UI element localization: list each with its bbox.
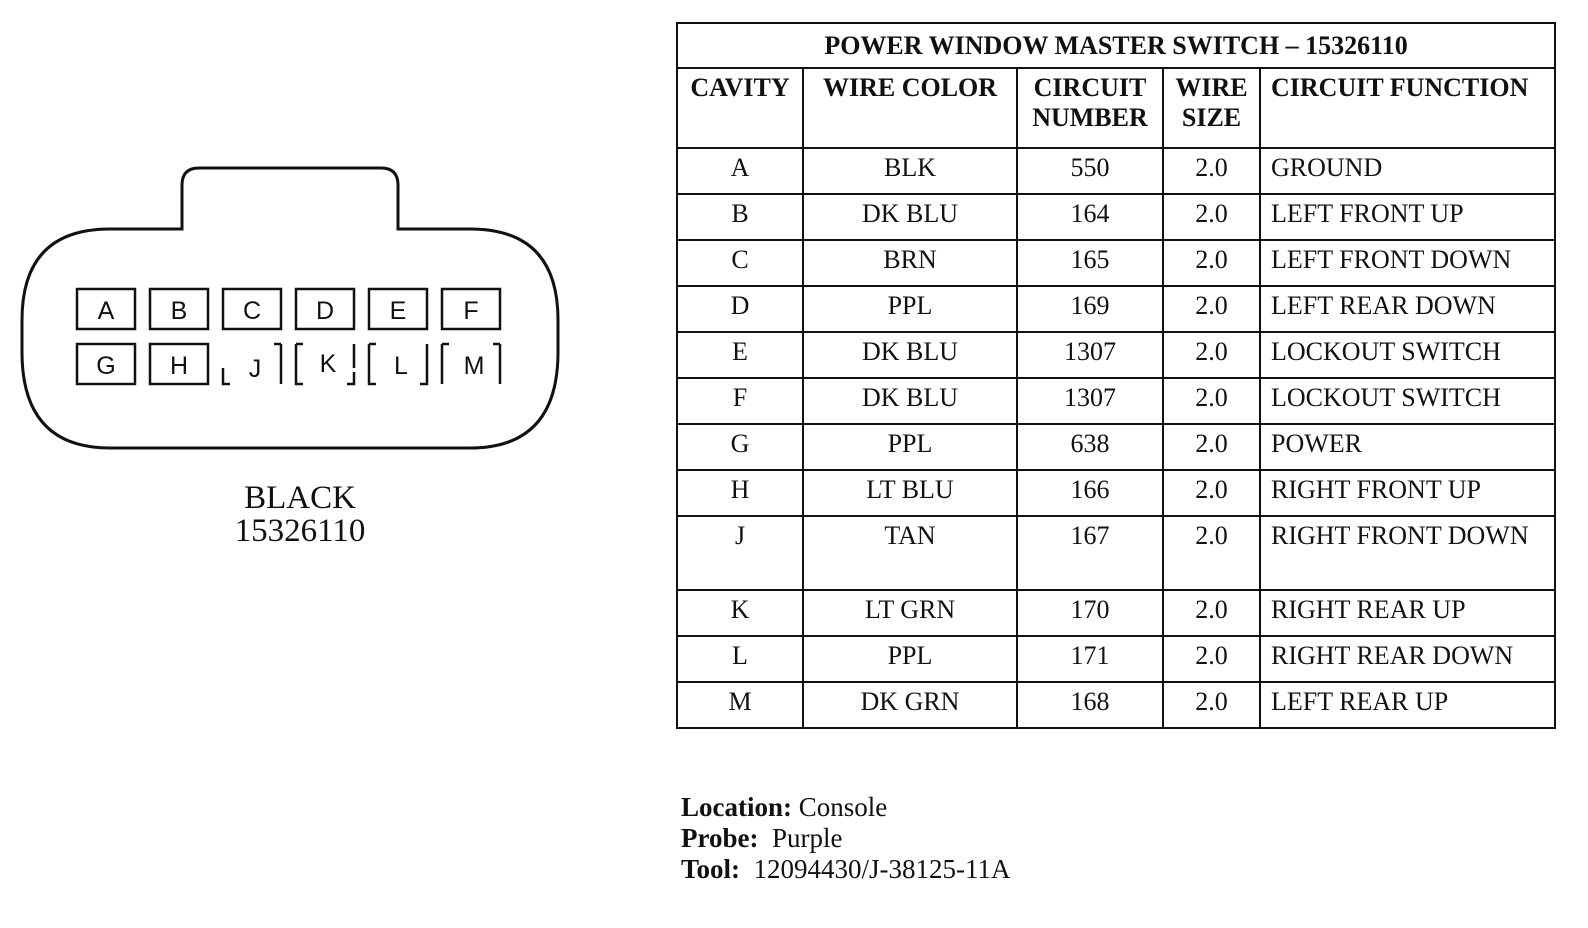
location-label: Location: bbox=[681, 792, 792, 822]
header-circuit-function: CIRCUIT FUNCTION bbox=[1260, 68, 1555, 148]
pin-label-d: D bbox=[315, 297, 335, 325]
location-value: Console bbox=[798, 792, 888, 822]
cell-circuit-number: 550 bbox=[1017, 148, 1163, 194]
pin-label-j: J bbox=[248, 355, 262, 383]
cell-circuit-number: 168 bbox=[1017, 682, 1163, 728]
cell-cavity: J bbox=[677, 516, 803, 590]
cell-circuit-function: GROUND bbox=[1260, 148, 1555, 194]
pin-label-a: A bbox=[97, 297, 115, 325]
pin-row-2 bbox=[77, 344, 500, 384]
cell-cavity: D bbox=[677, 286, 803, 332]
table-row bbox=[677, 286, 1555, 332]
cell-circuit-function: LOCKOUT SWITCH bbox=[1260, 378, 1555, 424]
pin-label-f: F bbox=[463, 297, 479, 325]
cell-circuit-number: 1307 bbox=[1017, 378, 1163, 424]
tool-label: Tool: bbox=[681, 854, 741, 884]
table-row bbox=[677, 378, 1555, 424]
cell-wire-color: PPL bbox=[803, 424, 1017, 470]
cell-wire-size: 2.0 bbox=[1163, 516, 1260, 590]
pin-label-b: B bbox=[170, 297, 188, 325]
cell-circuit-number: 165 bbox=[1017, 240, 1163, 286]
cell-circuit-number: 167 bbox=[1017, 516, 1163, 590]
cell-wire-size: 2.0 bbox=[1163, 194, 1260, 240]
table-row bbox=[677, 590, 1555, 636]
probe-line bbox=[681, 823, 1011, 854]
cell-circuit-number: 171 bbox=[1017, 636, 1163, 682]
cell-circuit-function: RIGHT FRONT DOWN bbox=[1260, 516, 1555, 590]
cell-wire-size: 2.0 bbox=[1163, 470, 1260, 516]
table-row bbox=[677, 194, 1555, 240]
table-row bbox=[677, 470, 1555, 516]
cell-cavity: L bbox=[677, 636, 803, 682]
connector-face-diagram bbox=[0, 0, 600, 480]
probe-value: Purple bbox=[771, 823, 843, 853]
table-row bbox=[677, 682, 1555, 728]
connector-part-number: 15326110 bbox=[234, 513, 366, 549]
cell-circuit-number: 638 bbox=[1017, 424, 1163, 470]
connector-info-block bbox=[681, 792, 1011, 885]
cell-circuit-function: RIGHT REAR UP bbox=[1260, 590, 1555, 636]
table-row bbox=[677, 332, 1555, 378]
connector-color-label: BLACK bbox=[244, 480, 356, 516]
tool-value: 12094430/J-38125-11A bbox=[753, 854, 1011, 884]
pin-label-g: G bbox=[96, 352, 116, 380]
pin-label-l: L bbox=[394, 352, 408, 380]
cell-circuit-function: LOCKOUT SWITCH bbox=[1260, 332, 1555, 378]
cell-circuit-function: LEFT REAR UP bbox=[1260, 682, 1555, 728]
cell-wire-size: 2.0 bbox=[1163, 378, 1260, 424]
table-header-row bbox=[677, 68, 1555, 148]
pin-row-1 bbox=[77, 289, 500, 329]
cell-wire-size: 2.0 bbox=[1163, 148, 1260, 194]
cell-cavity: H bbox=[677, 470, 803, 516]
cell-circuit-number: 170 bbox=[1017, 590, 1163, 636]
header-wire-size: WIRE SIZE bbox=[1163, 68, 1260, 148]
header-cavity: CAVITY bbox=[677, 68, 803, 148]
cell-circuit-function: LEFT REAR DOWN bbox=[1260, 286, 1555, 332]
cell-wire-color: BLK bbox=[803, 148, 1017, 194]
cell-cavity: G bbox=[677, 424, 803, 470]
cell-cavity: A bbox=[677, 148, 803, 194]
cell-wire-color: PPL bbox=[803, 636, 1017, 682]
cell-circuit-number: 169 bbox=[1017, 286, 1163, 332]
cell-circuit-number: 164 bbox=[1017, 194, 1163, 240]
cell-wire-size: 2.0 bbox=[1163, 286, 1260, 332]
probe-label: Probe: bbox=[681, 823, 759, 853]
cell-wire-color: DK BLU bbox=[803, 194, 1017, 240]
cell-cavity: C bbox=[677, 240, 803, 286]
cell-wire-size: 2.0 bbox=[1163, 590, 1260, 636]
table-row bbox=[677, 148, 1555, 194]
pin-label-k: K bbox=[319, 350, 337, 378]
table-title: POWER WINDOW MASTER SWITCH – 15326110 bbox=[677, 23, 1555, 68]
cell-wire-size: 2.0 bbox=[1163, 636, 1260, 682]
cell-cavity: E bbox=[677, 332, 803, 378]
cell-cavity: F bbox=[677, 378, 803, 424]
cell-wire-color: TAN bbox=[803, 516, 1017, 590]
location-line bbox=[681, 792, 1011, 823]
cell-cavity: M bbox=[677, 682, 803, 728]
cell-cavity: B bbox=[677, 194, 803, 240]
cell-cavity: K bbox=[677, 590, 803, 636]
cell-wire-color: LT BLU bbox=[803, 470, 1017, 516]
cell-wire-size: 2.0 bbox=[1163, 682, 1260, 728]
pin-label-c: C bbox=[242, 297, 262, 325]
pin-label-h: H bbox=[169, 352, 189, 380]
cell-circuit-function: LEFT FRONT UP bbox=[1260, 194, 1555, 240]
tool-line bbox=[681, 854, 1011, 885]
header-wire-color: WIRE COLOR bbox=[803, 68, 1017, 148]
cell-wire-color: BRN bbox=[803, 240, 1017, 286]
table-row bbox=[677, 424, 1555, 470]
table-row bbox=[677, 636, 1555, 682]
cell-wire-size: 2.0 bbox=[1163, 240, 1260, 286]
cell-circuit-number: 1307 bbox=[1017, 332, 1163, 378]
pin-label-e: E bbox=[389, 297, 407, 325]
pin-label-m: M bbox=[463, 352, 485, 380]
table-row bbox=[677, 240, 1555, 286]
cell-wire-color: PPL bbox=[803, 286, 1017, 332]
cell-circuit-number: 166 bbox=[1017, 470, 1163, 516]
cell-circuit-function: POWER bbox=[1260, 424, 1555, 470]
wiring-table bbox=[676, 22, 1556, 729]
table-row bbox=[677, 516, 1555, 590]
cell-wire-color: LT GRN bbox=[803, 590, 1017, 636]
cell-wire-size: 2.0 bbox=[1163, 332, 1260, 378]
cell-circuit-function: RIGHT FRONT UP bbox=[1260, 470, 1555, 516]
cell-wire-size: 2.0 bbox=[1163, 424, 1260, 470]
cell-circuit-function: LEFT FRONT DOWN bbox=[1260, 240, 1555, 286]
cell-wire-color: DK GRN bbox=[803, 682, 1017, 728]
cell-wire-color: DK BLU bbox=[803, 332, 1017, 378]
cell-wire-color: DK BLU bbox=[803, 378, 1017, 424]
header-circuit-number: CIRCUIT NUMBER bbox=[1017, 68, 1163, 148]
cell-circuit-function: RIGHT REAR DOWN bbox=[1260, 636, 1555, 682]
